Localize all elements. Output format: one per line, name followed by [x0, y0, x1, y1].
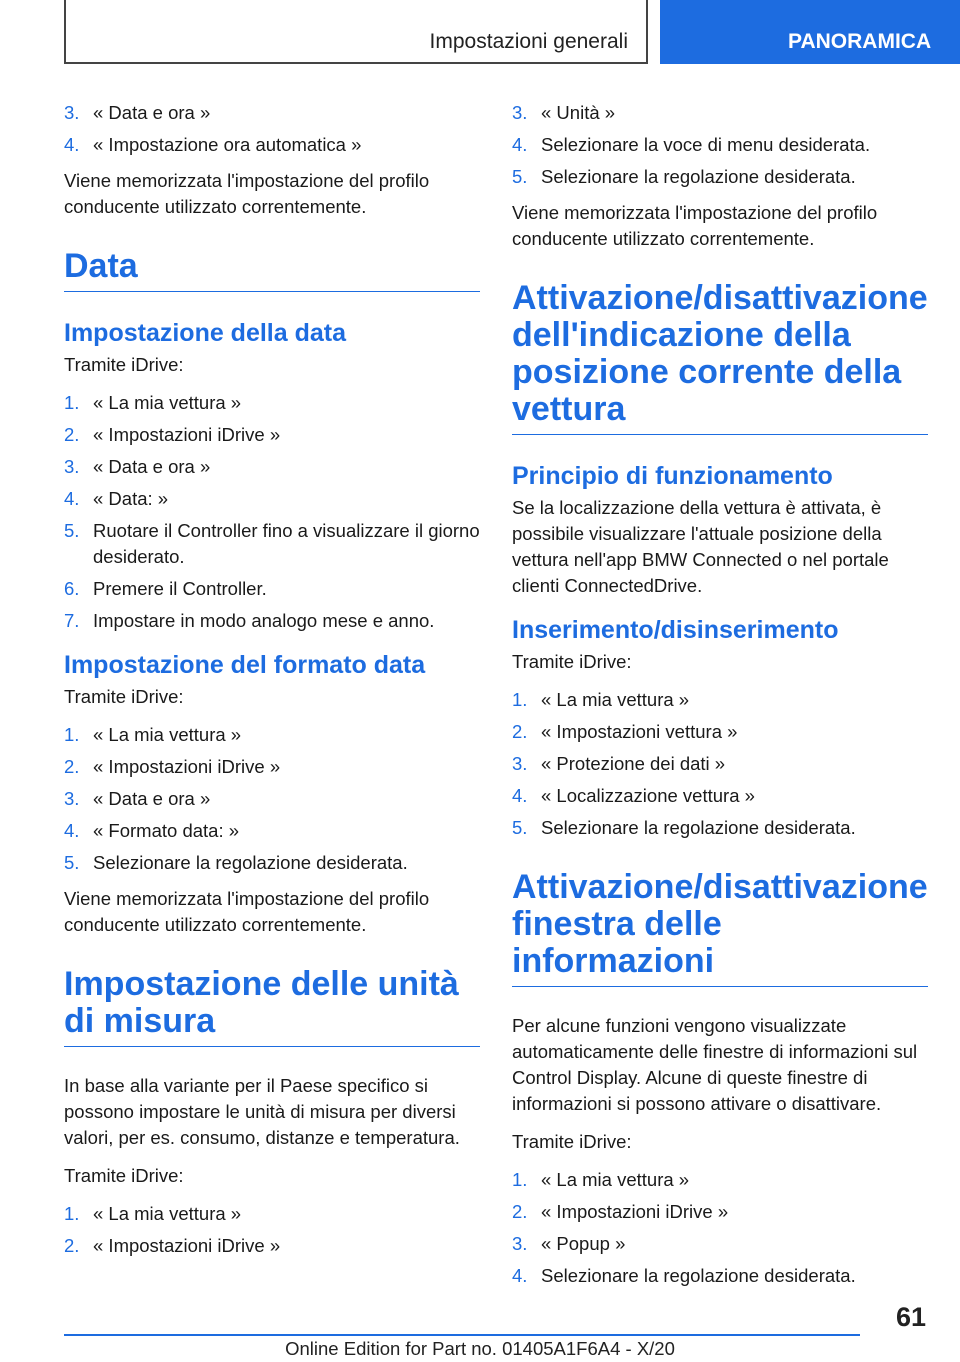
step-item [64, 754, 480, 780]
section-heading-location: Attivazione/disattivazione dell'indicazione della posizione corrente della vettura [512, 280, 928, 435]
step-text: « Data e ora » [93, 788, 211, 809]
step-item [64, 422, 480, 448]
step-item [512, 132, 928, 158]
step-number: 3. [64, 456, 80, 477]
step-text: « Data e ora » [93, 456, 211, 477]
step-text: « Data e ora » [93, 102, 211, 123]
step-number: 3. [512, 753, 528, 774]
step-text: « Impostazioni iDrive » [93, 756, 281, 777]
page-number: 61 [895, 1302, 926, 1332]
step-number: 1. [64, 392, 80, 413]
step-item [64, 786, 480, 812]
via-idrive-label: Tramite iDrive: [64, 1165, 184, 1186]
note-paragraph: Viene memorizzata l'impostazione del profilo conducente utilizzato correntemente. [64, 170, 430, 217]
step-item [512, 1263, 928, 1289]
step-number: 2. [512, 721, 528, 742]
step-number: 4. [512, 134, 528, 155]
step-text: « Impostazione ora automatica » [93, 134, 362, 155]
steps-list [64, 1201, 480, 1259]
step-number: 1. [512, 1169, 528, 1190]
step-number: 4. [512, 785, 528, 806]
step-text: « Formato data: » [93, 820, 240, 841]
via-idrive-label: Tramite iDrive: [64, 686, 184, 707]
steps-list [64, 390, 480, 634]
step-item [512, 1167, 928, 1193]
subheading-toggle: Inserimento/disinserimento [512, 616, 839, 644]
step-item [64, 608, 480, 634]
step-number: 4. [64, 488, 80, 509]
section-heading-units: Impostazione delle unità di misura [64, 966, 480, 1047]
steps-list [64, 722, 480, 876]
step-number: 4. [512, 1265, 528, 1286]
footer-divider [64, 1334, 860, 1336]
via-idrive-label: Tramite iDrive: [512, 651, 632, 672]
step-number: 4. [64, 820, 80, 841]
step-number: 7. [64, 610, 80, 631]
step-number: 5. [64, 852, 80, 873]
step-text: « Impostazioni iDrive » [93, 424, 281, 445]
step-text: « Popup » [541, 1233, 626, 1254]
step-text: Selezionare la regolazione desiderata. [93, 852, 408, 873]
step-number: 2. [64, 424, 80, 445]
step-number: 6. [64, 578, 80, 599]
step-number: 5. [512, 817, 528, 838]
section-heading-data: Data [64, 248, 480, 292]
step-text: Selezionare la regolazione desiderata. [541, 1265, 856, 1286]
step-text: « Impostazioni vettura » [541, 721, 738, 742]
via-idrive-label: Tramite iDrive: [512, 1131, 632, 1152]
step-item [64, 850, 480, 876]
step-item [64, 100, 480, 126]
step-item [512, 164, 928, 190]
step-item [64, 454, 480, 480]
subheading-principle: Principio di funzionamento [512, 462, 833, 490]
subheading-date-format: Impostazione del formato data [64, 651, 426, 679]
step-item [512, 751, 928, 777]
step-item [64, 518, 480, 570]
note-paragraph: Viene memorizzata l'impostazione del profilo conducente utilizzato correntemente. [64, 888, 430, 935]
step-number: 3. [64, 102, 80, 123]
step-text: « La mia vettura » [93, 1203, 242, 1224]
subheading-set-date: Impostazione della data [64, 319, 347, 347]
steps-list [64, 100, 480, 158]
step-number: 1. [512, 689, 528, 710]
step-item [512, 1199, 928, 1225]
step-text: « Protezione dei dati » [541, 753, 726, 774]
step-number: 2. [512, 1201, 528, 1222]
step-text: Selezionare la regolazione desiderata. [541, 166, 856, 187]
header-section-box [64, 0, 648, 64]
step-text: Premere il Controller. [93, 578, 267, 599]
section-heading-info-window: Attivazione/disattivazione finestra delle informazioni [512, 869, 928, 987]
step-item [512, 687, 928, 713]
step-item [64, 390, 480, 416]
step-text: « La mia vettura » [541, 689, 690, 710]
step-item [64, 722, 480, 748]
step-item [64, 576, 480, 602]
step-number: 2. [64, 756, 80, 777]
step-number: 3. [512, 102, 528, 123]
step-number: 3. [64, 788, 80, 809]
step-text: « La mia vettura » [541, 1169, 690, 1190]
step-item [512, 100, 928, 126]
step-number: 5. [512, 166, 528, 187]
via-idrive-label: Tramite iDrive: [64, 354, 184, 375]
step-item [64, 1201, 480, 1227]
step-text: « Unità » [541, 102, 616, 123]
header-tab-panoramica[interactable]: PANORAMICA [660, 0, 960, 64]
step-number: 3. [512, 1233, 528, 1254]
step-text: « Impostazioni iDrive » [93, 1235, 281, 1256]
step-item [512, 1231, 928, 1257]
step-text: Ruotare il Controller fino a visualizzare il giorno desiderato. [93, 520, 480, 567]
principle-description: Se la localizzazione della vettura è attivata, è possibile visualizzare l'attuale posizione della vettura nell'app BMW Connected o nel portale clienti ConnectedDrive. [512, 497, 889, 596]
step-item [64, 486, 480, 512]
step-number: 2. [64, 1235, 80, 1256]
step-item [64, 132, 480, 158]
step-item [512, 783, 928, 809]
step-text: « Impostazioni iDrive » [541, 1201, 729, 1222]
step-number: 1. [64, 1203, 80, 1224]
steps-list [512, 687, 928, 841]
step-item [512, 815, 928, 841]
steps-list [512, 1167, 928, 1289]
step-number: 4. [64, 134, 80, 155]
step-text: « La mia vettura » [93, 724, 242, 745]
step-text: « Data: » [93, 488, 169, 509]
left-column [64, 100, 480, 1269]
step-text: Selezionare la voce di menu desiderata. [541, 134, 871, 155]
step-item [64, 818, 480, 844]
step-item [512, 719, 928, 745]
step-text: « Localizzazione vettura » [541, 785, 755, 806]
footer-edition: Online Edition for Part no. 01405A1F6A4 - X/20 [285, 1338, 675, 1359]
step-text: « La mia vettura » [93, 392, 242, 413]
step-number: 5. [64, 520, 80, 541]
note-paragraph: Viene memorizzata l'impostazione del profilo conducente utilizzato correntemente. [512, 202, 878, 249]
units-description: In base alla variante per il Paese specifico si possono impostare le unità di misura per diversi valori, per es. consumo, distanze e temperatura. [64, 1075, 460, 1148]
step-item [64, 1233, 480, 1259]
steps-list [512, 100, 928, 190]
header-section-title: Impostazioni generali [429, 30, 628, 53]
step-text: Selezionare la regolazione desiderata. [541, 817, 856, 838]
info-window-description: Per alcune funzioni vengono visualizzate automaticamente delle finestre di informazioni sul Control Display. Alcune di queste finestre di informazioni si possono attivare o disattivare. [512, 1015, 918, 1114]
right-column [512, 100, 928, 1299]
step-text: Impostare in modo analogo mese e anno. [93, 610, 435, 631]
step-number: 1. [64, 724, 80, 745]
